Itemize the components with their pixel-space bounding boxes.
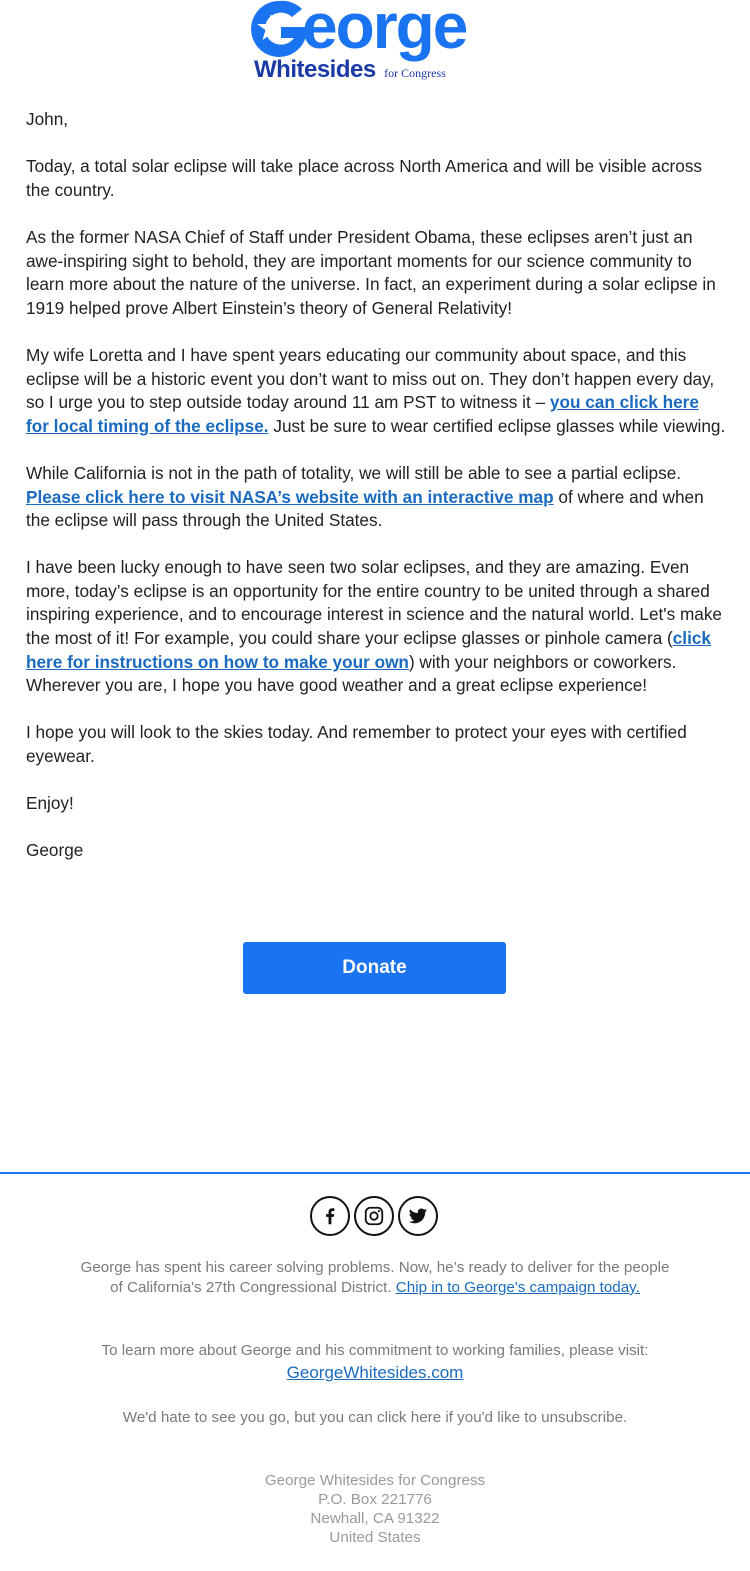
twitter-link[interactable] [398,1196,438,1236]
logo-subtitle: Whitesides [254,56,376,83]
footer-divider [0,1172,750,1174]
greeting: John, [26,109,69,129]
instagram-link[interactable] [354,1196,394,1236]
paragraph-1: Today, a total solar eclipse will take place across North America and will be visible across the country. [26,156,703,200]
nasa-map-link[interactable]: Please click here to visit NASA’s website with an interactive map [26,486,554,507]
address-line-1: P.O. Box 221776 [318,1491,432,1508]
twitter-icon [407,1205,429,1227]
footer-career-body: George has spent his career solving problems. Now, he’s ready to deliver for the people of California's 27th Congressional District. [80,1259,670,1296]
address-country: United States [329,1529,421,1546]
paragraph-6: I hope you will look to the skies today. And remember to protect your eyes with certified eyewear. [26,722,687,767]
campaign-logo [248,0,503,86]
footer-learn-more [80,1341,670,1385]
footer-learn-more-text: To learn more about George and his commitment to working families, please visit: [101,1342,649,1359]
facebook-icon [319,1205,341,1227]
paragraph-3-text-end: Just be sure to wear certified eclipse glasses while viewing. [268,415,726,436]
mailing-address [150,1471,600,1547]
paragraph-4-text: While California is not in the path of totality, we will still be able to see a partial eclipse. [26,462,682,483]
paragraph-3-text: My wife Loretta and I have spent years educating our community about space, and this eclipse will be a historic event you don’t want to miss out on. They don’t happen every day, so I urge you to step outside today around 11 am PST to witness it – [26,344,715,413]
address-line-2: Newhall, CA 91322 [310,1510,440,1527]
paragraph-5-text-end: ) with your neighbors or coworkers. Wherever you are, I hope you have good weather and a great eclipse experience! [26,651,677,696]
address-org: George Whitesides for Congress [264,1472,486,1489]
paragraph-5-text: I have been lucky enough to have seen two solar eclipses, and they are amazing. Even more, today’s eclipse is an opportunity for the entire country to be united through a shared inspiring experience, and to encourage interest in science and the natural world. Let's make the most of it! For example, you could share your eclipse glasses or pinhole camera ( [26,557,722,649]
unsubscribe-text[interactable]: We'd hate to see you go, but you can click here if you'd like to unsubscribe. [122,1409,628,1426]
pinhole-instructions-link[interactable]: click here for instructions on how to make your own [26,628,711,672]
logo-g-star-icon [248,0,310,60]
paragraph-7: Enjoy! [26,793,74,814]
chip-in-link[interactable]: Chip in to George's campaign today. [395,1279,640,1296]
paragraph-4 [26,462,726,533]
social-links [310,1196,440,1236]
donate-button[interactable]: Donate [243,942,506,994]
logo-tagline: for Congress [384,66,446,80]
paragraph-3 [26,344,726,438]
signature: George [26,840,84,861]
facebook-link[interactable] [310,1196,350,1236]
paragraph-4-text-end: of where and when the eclipse will pass through the United States. [26,486,704,531]
email-body [26,108,726,887]
paragraph-2: As the former NASA Chief of Staff under President Obama, these eclipses aren’t just an awe-inspiring sight to behold, they are important moments for our science community to learn more about the nature of the universe. In fact, an experiment during a solar eclipse in 1919 helped prove Albert Einstein’s theory of General Relativity! [26,226,716,318]
website-link[interactable]: GeorgeWhitesides.com [286,1363,464,1382]
footer-career-text [80,1258,670,1298]
paragraph-5 [26,556,726,698]
instagram-icon [363,1205,385,1227]
logo-wordmark: eorge [302,0,467,62]
local-timing-link[interactable]: you can click here for local timing of the eclipse. [26,392,699,436]
